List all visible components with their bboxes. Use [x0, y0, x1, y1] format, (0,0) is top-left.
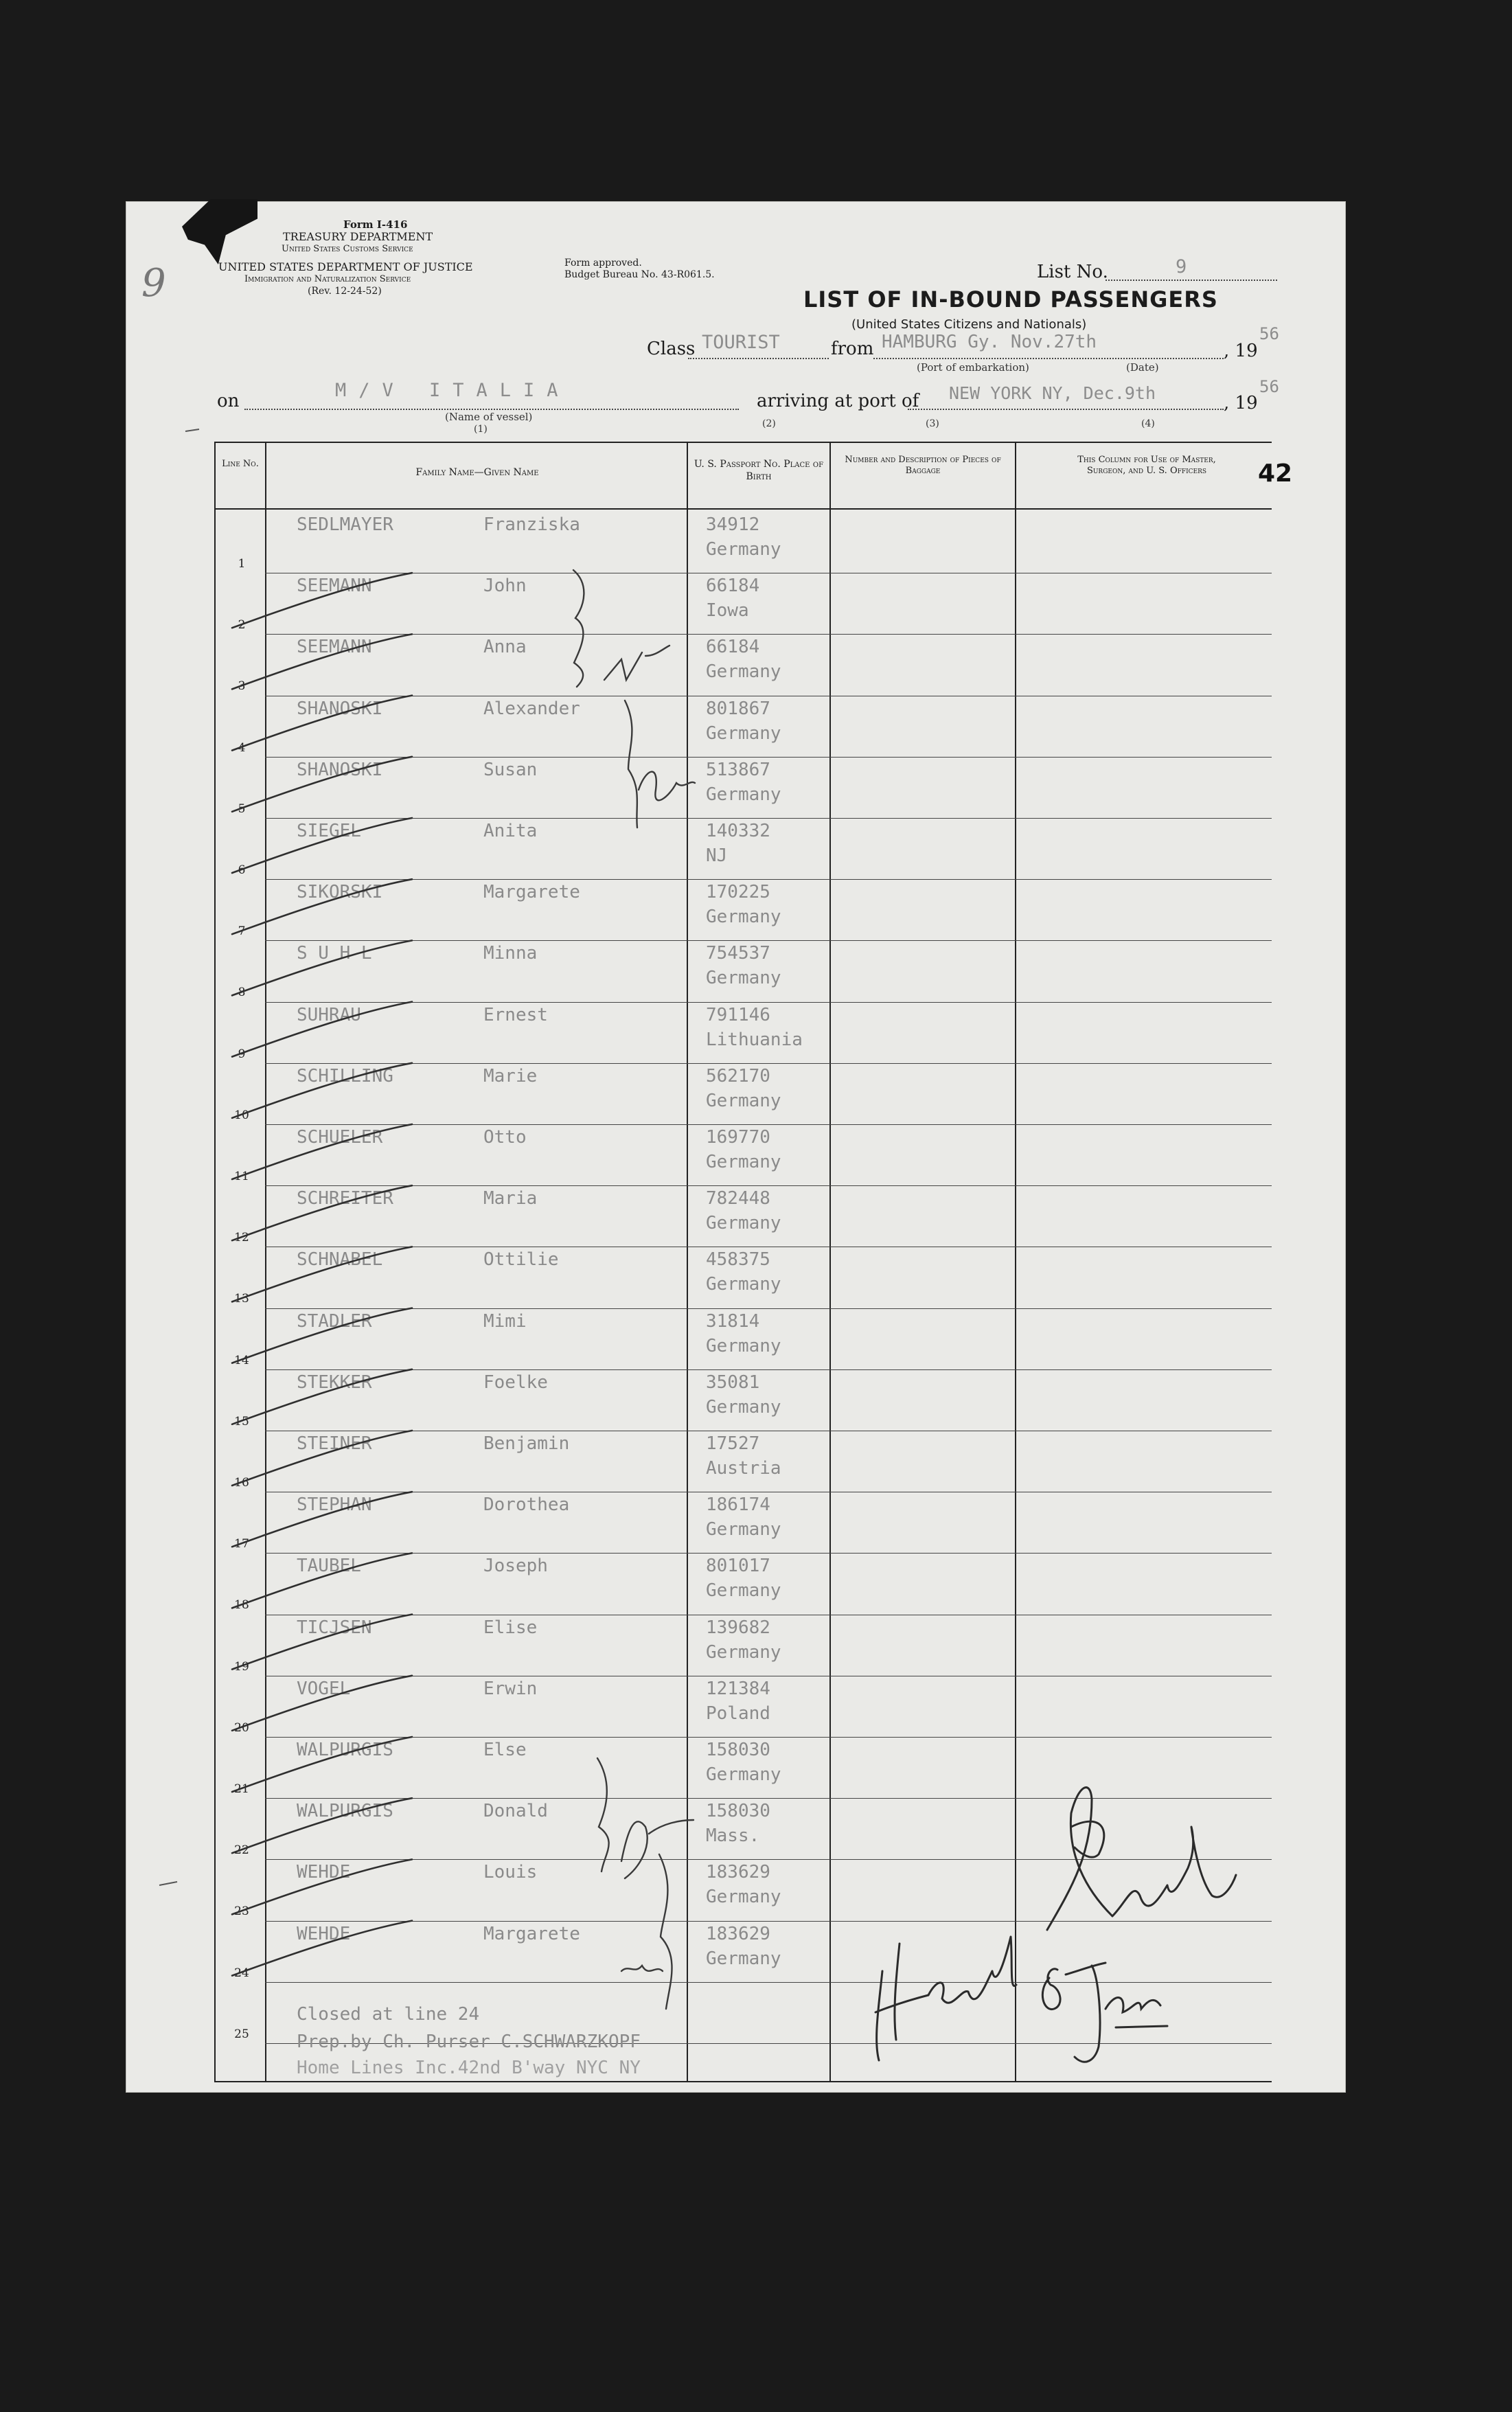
given-name: Alexander: [483, 698, 580, 719]
col-sep-line-no: [265, 442, 266, 2082]
family-name: STEINER: [297, 1433, 372, 1454]
form-approved: Form approved.: [564, 258, 642, 269]
passport-number: 183629: [706, 1862, 770, 1883]
from-label: from: [831, 339, 874, 359]
customs-service: United States Customs Service: [282, 244, 413, 254]
passport-number: 513867: [706, 759, 770, 780]
family-name: WALPURGIS: [297, 1740, 393, 1760]
row-separator: [265, 1124, 1272, 1125]
year-value-1: 56: [1259, 324, 1279, 343]
given-name: Marie: [483, 1065, 538, 1086]
row-separator: [265, 1002, 1272, 1003]
col-sep-name: [687, 442, 688, 2082]
passport-number: 801017: [706, 1556, 770, 1577]
given-name: Louis: [483, 1862, 538, 1883]
line-number: 4: [238, 740, 246, 755]
table-left-border: [214, 442, 216, 2082]
arriving-label: arriving at port of: [757, 391, 919, 411]
list-subtitle: (United States Citizens and Nationals): [851, 317, 1087, 332]
row-separator: [265, 1859, 1272, 1860]
passport-number: 66184: [706, 637, 760, 658]
family-name: SHANOSKI: [297, 698, 383, 719]
passport-number: 562170: [706, 1065, 770, 1086]
line-number: 24: [234, 1966, 249, 1980]
row-separator: [265, 1553, 1272, 1554]
justice-department: UNITED STATES DEPARTMENT OF JUSTICE: [218, 260, 473, 273]
row-separator: [265, 1308, 1272, 1309]
given-name: Anita: [483, 821, 538, 841]
given-name: Franziska: [483, 514, 580, 535]
row-separator: [265, 1369, 1272, 1370]
table-top-border: [214, 442, 1272, 443]
family-name: TICJSEN: [297, 1617, 372, 1638]
passport-number: 801867: [706, 698, 770, 719]
family-name: SCHNABEL: [297, 1249, 383, 1271]
passport-number: 121384: [706, 1678, 770, 1699]
from-value: HAMBURG Gy. Nov.27th: [882, 332, 1097, 352]
place-of-birth: Germany: [706, 723, 781, 744]
family-name: SCHILLING: [297, 1065, 393, 1086]
given-name: Minna: [483, 943, 538, 964]
family-name: STADLER: [297, 1310, 372, 1332]
place-of-birth: NJ: [706, 845, 728, 866]
family-name: WEHDE: [297, 1862, 351, 1883]
list-number-value: 9: [1176, 256, 1187, 277]
row-separator: [265, 1982, 1272, 1983]
passport-number: 140332: [706, 821, 770, 841]
footer-closed: Closed at line 24: [297, 2004, 480, 2025]
year-prefix-1: , 19: [1224, 341, 1258, 361]
corner-handwritten-mark: 9: [141, 261, 166, 306]
year-value-2: 56: [1259, 377, 1279, 396]
place-of-birth: Germany: [706, 1335, 781, 1356]
row-separator: [265, 1798, 1272, 1799]
line-number: 21: [234, 1782, 249, 1796]
given-name: Maria: [483, 1188, 538, 1209]
given-name: Else: [483, 1740, 527, 1760]
vessel-line: [244, 409, 739, 410]
line-number: 10: [234, 1108, 249, 1122]
year-prefix-2: , 19: [1224, 393, 1258, 413]
line-number: 12: [234, 1231, 249, 1245]
place-of-birth: Germany: [706, 1580, 781, 1602]
passport-number: 66184: [706, 576, 760, 597]
list-title: LIST OF IN-BOUND PASSENGERS: [803, 286, 1218, 312]
class-label: Class: [647, 339, 696, 359]
family-name: SIEGEL: [297, 821, 361, 841]
line-number: 7: [238, 924, 246, 939]
col-sep-passport: [829, 442, 831, 2082]
given-name: Dorothea: [483, 1494, 570, 1516]
line-number: 17: [234, 1537, 249, 1551]
given-name: John: [483, 576, 527, 597]
port-embarkation-caption: (Port of embarkation): [917, 361, 1029, 374]
given-name: Erwin: [483, 1678, 538, 1699]
passport-number: 158030: [706, 1801, 770, 1822]
line-number: 15: [234, 1414, 249, 1429]
line-number: 5: [238, 801, 246, 816]
line-number: 20: [234, 1720, 249, 1735]
given-name: Margarete: [483, 1923, 580, 1944]
place-of-birth: Germany: [706, 1274, 781, 1295]
family-name: SEDLMAYER: [297, 514, 393, 535]
line-number: 18: [234, 1598, 249, 1613]
place-of-birth: Austria: [706, 1458, 781, 1479]
line-number: 8: [238, 986, 246, 1000]
family-name: SCHUELER: [297, 1127, 383, 1148]
row-separator: [265, 1737, 1272, 1738]
line-number: 14: [234, 1353, 249, 1367]
col-header-officers: This Column for Use of Master, Surgeon, and U. S. Officers: [1077, 455, 1216, 477]
passport-number: 458375: [706, 1249, 770, 1271]
place-of-birth: Germany: [706, 1641, 781, 1663]
caption-3: (3): [926, 418, 939, 429]
class-value: TOURIST: [702, 332, 780, 353]
passport-number: 782448: [706, 1188, 770, 1209]
given-name: Ernest: [483, 1004, 548, 1025]
list-number-label: List No.: [1037, 262, 1108, 282]
place-of-birth: Germany: [706, 539, 781, 560]
place-of-birth: Germany: [706, 968, 781, 989]
col-header-passport: U. S. Passport No. Place of Birth: [694, 459, 824, 482]
passport-number: 31814: [706, 1310, 760, 1332]
place-of-birth: Germany: [706, 1519, 781, 1540]
on-label: on: [217, 391, 240, 411]
row-separator: [265, 1185, 1272, 1186]
given-name: Mimi: [483, 1310, 527, 1332]
class-line: [688, 358, 829, 359]
table-header-border: [214, 508, 1272, 510]
table-bottom-border: [214, 2081, 1272, 2082]
col-sep-baggage: [1015, 442, 1016, 2082]
line-number: 11: [234, 1170, 249, 1183]
place-of-birth: Germany: [706, 1948, 781, 1969]
line-number: 16: [234, 1476, 249, 1490]
from-line: [873, 358, 1224, 359]
family-name: SHANOSKI: [297, 759, 383, 780]
passport-number: 139682: [706, 1617, 770, 1638]
row-separator: [265, 1921, 1272, 1922]
passport-number: 35081: [706, 1372, 760, 1393]
footer-agent: Home Lines Inc.42nd B'way NYC NY: [297, 2058, 641, 2078]
line-number: 25: [234, 2027, 249, 2041]
family-name: TAUBEL: [297, 1556, 361, 1577]
family-name: WEHDE: [297, 1923, 351, 1944]
col-header-baggage: Number and Description of Pieces of Baggage: [845, 455, 1001, 477]
vessel-caption-number: (1): [474, 424, 488, 435]
col-header-name: Family Name—Given Name: [415, 467, 539, 478]
line-number: 9: [238, 1047, 246, 1061]
row-separator: [265, 634, 1272, 635]
place-of-birth: Mass.: [706, 1825, 760, 1847]
treasury-department: TREASURY DEPARTMENT: [283, 230, 433, 243]
family-name: SIKORSKI: [297, 882, 383, 903]
date-caption: (Date): [1126, 361, 1159, 374]
passport-number: 170225: [706, 882, 770, 903]
place-of-birth: Germany: [706, 1213, 781, 1234]
footer-prepared: Prep.by Ch. Purser C.SCHWARZKOPF: [297, 2032, 641, 2052]
row-separator: [265, 879, 1272, 880]
passport-number: 34912: [706, 514, 760, 535]
row-separator: [265, 757, 1272, 758]
vessel-value: M/V ITALIA: [335, 380, 571, 401]
form-number: Form I-416: [343, 218, 408, 231]
line-number: 19: [234, 1659, 249, 1674]
given-name: Benjamin: [483, 1433, 570, 1454]
naturalization-service: Immigration and Naturalization Service: [244, 274, 411, 284]
given-name: Otto: [483, 1127, 527, 1148]
page-number: 42: [1258, 459, 1293, 488]
row-separator: [265, 1063, 1272, 1064]
line-number: 22: [234, 1843, 249, 1858]
place-of-birth: Germany: [706, 661, 781, 683]
passport-number: 754537: [706, 943, 770, 964]
family-name: SUHRAU: [297, 1004, 361, 1025]
place-of-birth: Germany: [706, 1764, 781, 1785]
col-header-line-no: Line No.: [222, 459, 259, 469]
place-of-birth: Germany: [706, 1396, 781, 1418]
row-separator: [265, 818, 1272, 819]
given-name: Donald: [483, 1801, 548, 1822]
family-name: SCHREITER: [297, 1188, 393, 1209]
passport-number: 169770: [706, 1127, 770, 1148]
row-separator: [265, 940, 1272, 941]
caption-2: (2): [762, 418, 776, 429]
place-of-birth: Lithuania: [706, 1029, 803, 1050]
line-number: 1: [238, 557, 246, 571]
family-name: VOGEL: [297, 1678, 351, 1699]
family-name: STEPHAN: [297, 1494, 372, 1516]
place-of-birth: Germany: [706, 1090, 781, 1111]
arrival-value: NEW YORK NY, Dec.9th: [949, 383, 1156, 403]
line-number: 3: [238, 679, 246, 694]
given-name: Anna: [483, 637, 527, 658]
family-name: S U H L: [297, 943, 372, 964]
given-name: Joseph: [483, 1556, 548, 1577]
list-number-line: [1106, 280, 1277, 281]
place-of-birth: Germany: [706, 784, 781, 805]
place-of-birth: Iowa: [706, 600, 749, 622]
family-name: SEEMANN: [297, 637, 372, 658]
family-name: SEEMANN: [297, 576, 372, 597]
passport-number: 17527: [706, 1433, 760, 1454]
given-name: Ottilie: [483, 1249, 559, 1271]
place-of-birth: Germany: [706, 1887, 781, 1908]
passport-number: 186174: [706, 1494, 770, 1516]
given-name: Margarete: [483, 882, 580, 903]
caption-4: (4): [1141, 418, 1155, 429]
given-name: Elise: [483, 1617, 538, 1638]
passport-number: 791146: [706, 1004, 770, 1025]
place-of-birth: Germany: [706, 907, 781, 928]
place-of-birth: Poland: [706, 1703, 770, 1724]
given-name: Susan: [483, 759, 538, 780]
arrival-line: [908, 409, 1224, 410]
line-number: 2: [238, 618, 246, 633]
passport-number: 158030: [706, 1740, 770, 1760]
passport-number: 183629: [706, 1923, 770, 1944]
line-number: 6: [238, 863, 246, 877]
line-number: 13: [234, 1292, 249, 1306]
family-name: WALPURGIS: [297, 1801, 393, 1822]
budget-bureau: Budget Bureau No. 43-R061.5.: [564, 269, 715, 280]
line-number: 23: [234, 1904, 249, 1919]
given-name: Foelke: [483, 1372, 548, 1393]
family-name: STEKKER: [297, 1372, 372, 1393]
place-of-birth: Germany: [706, 1152, 781, 1172]
vessel-caption: (Name of vessel): [445, 411, 533, 423]
revision-date: (Rev. 12-24-52): [308, 286, 382, 297]
